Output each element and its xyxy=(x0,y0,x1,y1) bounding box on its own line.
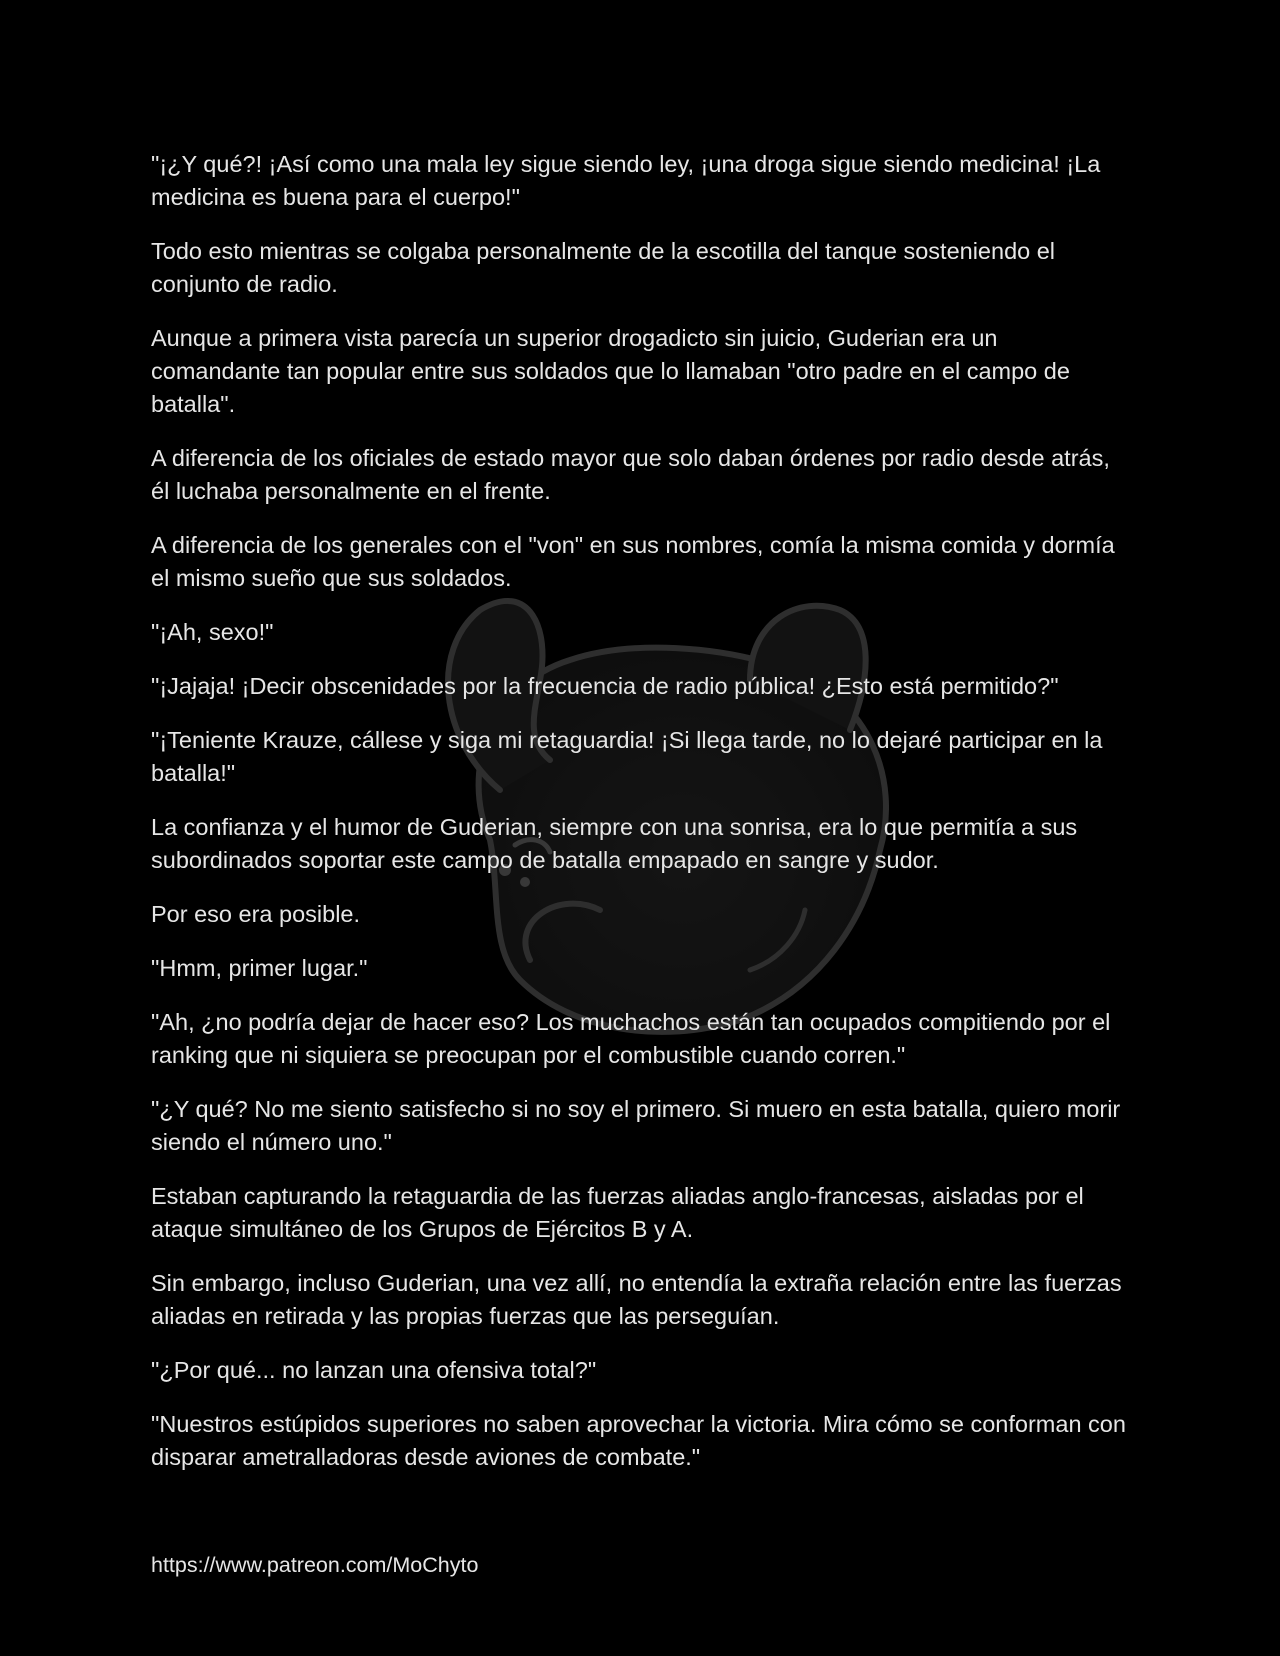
paragraph-7: "¡Jajaja! ¡Decir obscenidades por la frecuencia de radio pública! ¿Esto está permitido?" xyxy=(151,673,1059,699)
paragraph-3: Aunque a primera vista parecía un superior drogadicto sin juicio, Guderian era un comandante tan popular entre sus soldados que lo llamaban "otro padre en el campo de batalla". xyxy=(151,325,1070,417)
paragraph-16: "¿Por qué... no lanzan una ofensiva total?" xyxy=(151,1357,597,1383)
paragraph-12: "Ah, ¿no podría dejar de hacer eso? Los muchachos están tan ocupados compitiendo por el ranking que ni siquiera se preocupan por el combustible cuando corren." xyxy=(151,1009,1111,1068)
paragraph-15: Sin embargo, incluso Guderian, una vez allí, no entendía la extraña relación entre las fuerzas aliadas en retirada y las propias fuerzas que las perseguían. xyxy=(151,1270,1122,1329)
paragraph-6: "¡Ah, sexo!" xyxy=(151,619,274,645)
paragraph-14: Estaban capturando la retaguardia de las fuerzas aliadas anglo-francesas, aisladas por el ataque simultáneo de los Grupos de Ejércitos B y A. xyxy=(151,1183,1084,1242)
paragraph-5: A diferencia de los generales con el "von" en sus nombres, comía la misma comida y dormía el mismo sueño que sus soldados. xyxy=(151,532,1115,591)
paragraph-9: La confianza y el humor de Guderian, siempre con una sonrisa, era lo que permitía a sus subordinados soportar este campo de batalla empapado en sangre y sudor. xyxy=(151,814,1078,873)
paragraph-4: A diferencia de los oficiales de estado mayor que solo daban órdenes por radio desde atrás, él luchaba personalmente en el frente. xyxy=(151,445,1110,504)
paragraph-10: Por eso era posible. xyxy=(151,901,361,927)
paragraph-2: Todo esto mientras se colgaba personalmente de la escotilla del tanque sosteniendo el conjunto de radio. xyxy=(151,238,1056,297)
paragraph-1: "¡¿Y qué?! ¡Así como una mala ley sigue siendo ley, ¡una droga sigue siendo medicina! ¡La medicina es buena para el cuerpo!" xyxy=(151,151,1101,210)
patreon-link[interactable]: https://www.patreon.com/MoChyto xyxy=(151,1553,479,1577)
paragraph-13: "¿Y qué? No me siento satisfecho si no soy el primero. Si muero en esta batalla, quiero morir siendo el número uno." xyxy=(151,1096,1121,1155)
document-body xyxy=(151,148,1131,1495)
paragraph-8: "¡Teniente Krauze, cállese y siga mi retaguardia! ¡Si llega tarde, no lo dejaré participar en la batalla!" xyxy=(151,727,1103,786)
paragraph-11: "Hmm, primer lugar." xyxy=(151,955,368,981)
paragraph-17: "Nuestros estúpidos superiores no saben aprovechar la victoria. Mira cómo se conforman con disparar ametralladoras desde aviones de combate." xyxy=(151,1411,1126,1470)
